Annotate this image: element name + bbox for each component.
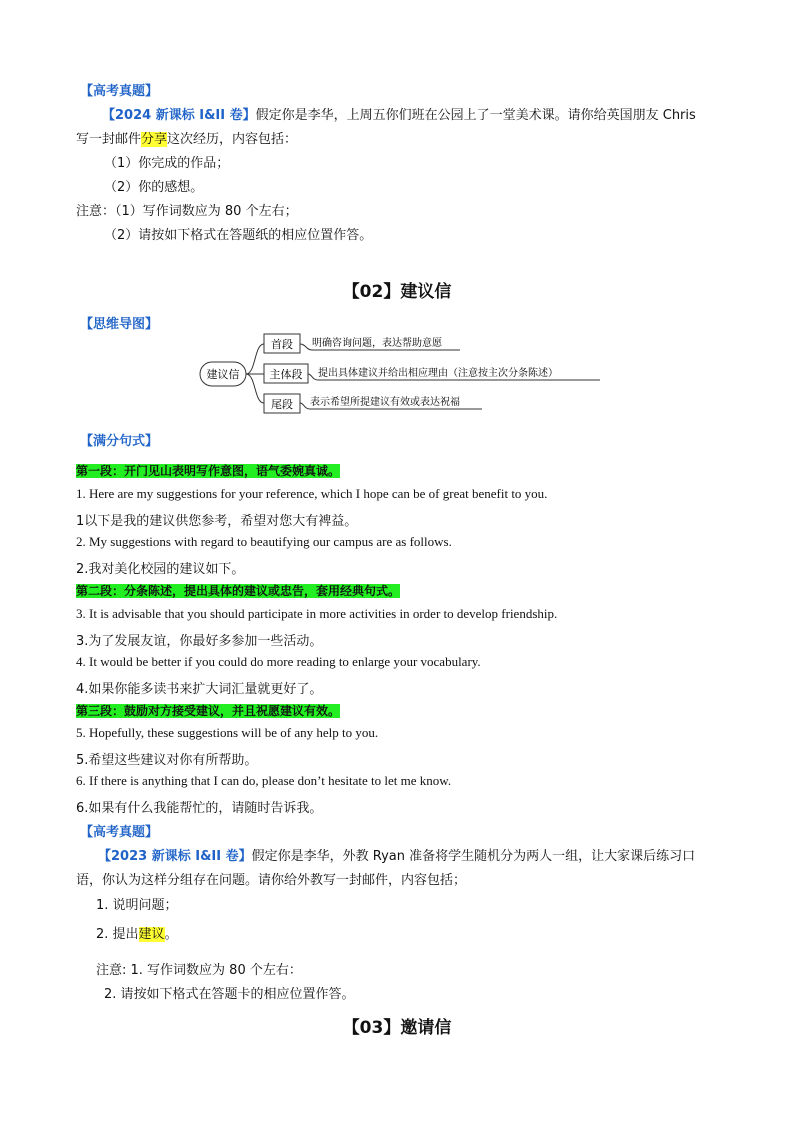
question-text: 假定你是李华，上周五你们班在公园上了一堂美术课。请你给英国朋友 Chris — [255, 108, 696, 123]
sentence-zh: 3.为了发展友谊，你最好多参加一些活动。 — [76, 634, 323, 649]
section-title: 【03】邀请信 — [342, 1018, 452, 1038]
requirement-item: 1. 说明问题； — [96, 898, 178, 913]
note-line: （2）请按如下格式在答题纸的相应位置作答。 — [104, 228, 373, 243]
section-title: 【02】建议信 — [342, 282, 452, 302]
mindmap-root-text: 建议信 — [206, 368, 240, 381]
question-line-1 — [98, 845, 695, 864]
highlighted-word: 分享 — [141, 132, 168, 147]
requirement-item: （2）你的感想。 — [104, 180, 204, 195]
sentence-en: 3. It is advisable that you should participate in more activities in order to develop friendship. — [76, 606, 558, 621]
mindmap-desc-2: 提出具体建议并给出相应理由（注意按主次分条陈述） — [318, 368, 558, 379]
mind-map-diagram — [190, 328, 610, 418]
question-line-2 — [76, 128, 297, 147]
sentence-zh: 6.如果有什么我能帮忙的，请随时告诉我。 — [76, 801, 323, 816]
sentence-zh: 2.我对美化校园的建议如下。 — [76, 562, 245, 577]
sentence-zh: 5.希望这些建议对你有所帮助。 — [76, 753, 258, 768]
sentence-zh: 4.如果你能多读书来扩大词汇量就更好了。 — [76, 682, 323, 697]
gaokao-label: 【高考真题】 — [80, 84, 159, 99]
mindmap-label: 【思维导图】 — [80, 317, 159, 332]
sentence-en: 5. Hopefully, these suggestions will be of any help to you. — [76, 725, 379, 740]
gaokao-label: 【高考真题】 — [80, 825, 159, 840]
sentence-en: 2. My suggestions with regard to beautifying our campus are as follows. — [76, 534, 452, 549]
highlighted-word: 建议 — [138, 927, 165, 942]
mindmap-desc-3: 表示希望所提建议有效或表达祝福 — [310, 397, 460, 408]
mindmap-branch-1-text: 首段 — [271, 338, 293, 351]
mindmap-branch-2-text: 主体段 — [269, 368, 303, 381]
requirement-item: （1）你完成的作品； — [104, 156, 230, 171]
sentence-en: 6. If there is anything that I can do, please don’t hesitate to let me know. — [76, 773, 452, 788]
question-tag: 【2023 新课标 I&II 卷】 — [98, 849, 252, 864]
question-text: 写一封邮件 — [76, 132, 142, 147]
requirement-item: 2. 提出建议。 — [96, 927, 178, 942]
question-text: 假定你是李华，外教 Ryan 准备将学生随机分为两人一组，让大家课后练习口 — [251, 849, 696, 864]
mindmap-desc-1: 明确咨询问题，表达帮助意愿 — [312, 338, 442, 349]
sentence-en: 4. It would be better if you could do more reading to enlarge your vocabulary. — [76, 654, 481, 669]
note-line: 注意: 1. 写作词数应为 80 个左右： — [96, 963, 302, 978]
sentence-label: 【满分句式】 — [80, 434, 159, 449]
sentence-zh: 1以下是我的建议供您参考，希望对您大有裨益。 — [76, 514, 358, 529]
question-tag: 【2024 新课标 I&II 卷】 — [102, 108, 256, 123]
sentence-en: 1. Here are my suggestions for your reference, which I hope can be of great benefit to you. — [76, 486, 548, 501]
note-line: 2. 请按如下格式在答题卡的相应位置作答。 — [104, 987, 355, 1002]
note-line: 注意：（1）写作词数应为 80 个左右； — [76, 204, 298, 219]
paragraph-heading: 第三段：鼓励对方接受建议，并且祝愿建议有效。 — [76, 704, 341, 718]
question-text: 这次经历，内容包括： — [167, 132, 298, 147]
question-line-2: 语，你认为这样分组存在问题。请你给外教写一封邮件，内容包括； — [76, 873, 467, 888]
mindmap-branch-3-text: 尾段 — [271, 398, 293, 411]
paragraph-heading: 第二段：分条陈述，提出具体的建议或忠告，套用经典句式。 — [76, 584, 401, 598]
question-line-1 — [102, 104, 696, 123]
paragraph-heading: 第一段：开门见山表明写作意图，语气委婉真诚。 — [76, 464, 341, 478]
